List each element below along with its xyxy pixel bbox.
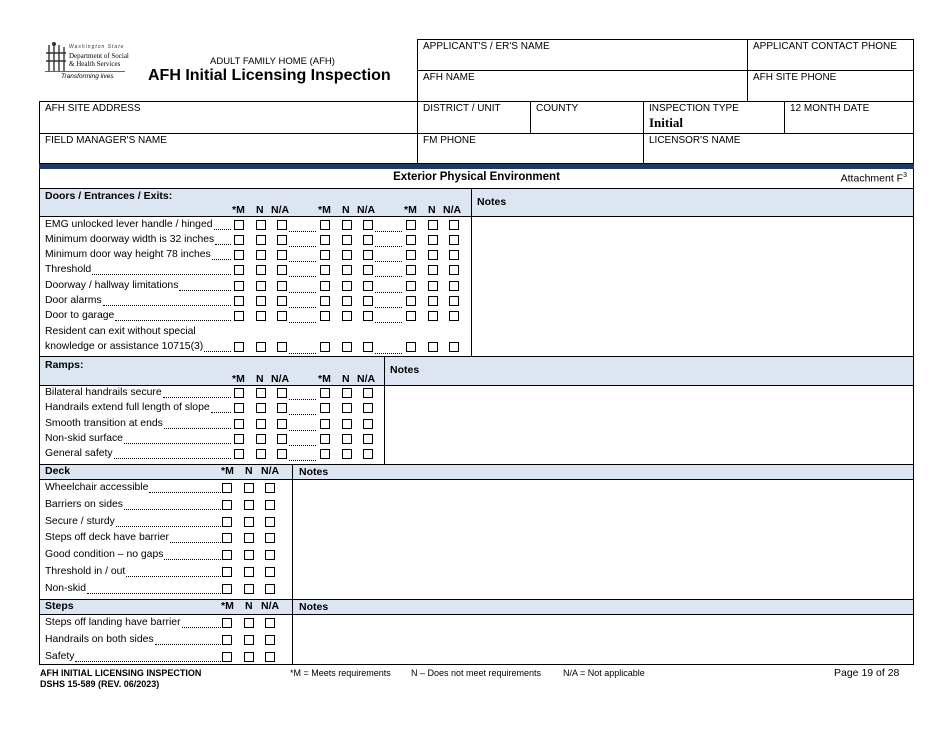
leader-dots [204, 351, 231, 352]
checkbox-m[interactable] [222, 652, 232, 662]
doors-item-label: Door alarms [45, 295, 102, 306]
checkbox-m[interactable] [320, 449, 330, 459]
checkbox-m[interactable] [320, 220, 330, 230]
ramps-header-band [39, 356, 914, 386]
leader-dots [289, 399, 316, 400]
col-header-m: *M [221, 465, 234, 477]
leader-dots [289, 246, 316, 247]
checkbox-m[interactable] [222, 483, 232, 493]
checkbox-n[interactable] [428, 311, 438, 321]
checkbox-m[interactable] [320, 403, 330, 413]
doors-notes-divider [471, 188, 472, 356]
checkbox-n[interactable] [342, 449, 352, 459]
checkbox-n[interactable] [342, 388, 352, 398]
leader-dots [375, 307, 402, 308]
twelve-month-date-field[interactable] [784, 101, 914, 134]
checkbox-na[interactable] [265, 567, 275, 577]
checkbox-na[interactable] [363, 403, 373, 413]
checkbox-m[interactable] [234, 419, 244, 429]
checkbox-m[interactable] [320, 342, 330, 352]
col-header-n: N [428, 204, 436, 216]
field-manager-label: FIELD MANAGER'S NAME [45, 135, 167, 146]
checkbox-na[interactable] [265, 550, 275, 560]
checkbox-na[interactable] [277, 311, 287, 321]
checkbox-m[interactable] [234, 449, 244, 459]
col-header-m: *M [232, 204, 245, 216]
checkbox-na[interactable] [449, 265, 459, 275]
ramps-item-label: Handrails extend full length of slope [45, 402, 210, 413]
checkbox-m[interactable] [320, 388, 330, 398]
checkbox-m[interactable] [234, 342, 244, 352]
logo-org-name-1: Department of Social [69, 52, 129, 60]
afh-name-field[interactable] [417, 70, 748, 102]
afh-site-address-label: AFH SITE ADDRESS [45, 103, 141, 114]
leader-dots [164, 559, 221, 560]
col-header-na: N/A [271, 373, 290, 385]
ramps-notes-label: Notes [390, 364, 420, 376]
leader-dots [375, 353, 402, 354]
checkbox-na[interactable] [277, 250, 287, 260]
county-field[interactable] [530, 101, 644, 134]
section-title: Exterior Physical Environment [393, 171, 560, 183]
checkbox-na[interactable] [265, 483, 275, 493]
form-subtitle: ADULT FAMILY HOME (AFH) [210, 56, 335, 67]
leader-dots [87, 593, 221, 594]
steps-item-label: Steps off landing have barrier [45, 617, 181, 628]
fm-phone-field[interactable] [417, 133, 644, 164]
col-header-m: *M [221, 600, 234, 612]
leader-dots [289, 261, 316, 262]
deck-item-label: Threshold in / out [45, 566, 126, 577]
inspection-type-label: INSPECTION TYPE [649, 103, 739, 114]
col-header-n: N [256, 204, 264, 216]
leader-dots [92, 274, 231, 275]
afh-site-phone-field[interactable] [747, 70, 914, 102]
doors-item-label: EMG unlocked lever handle / hinged [45, 219, 213, 230]
leader-dots [215, 244, 231, 245]
leader-dots [289, 231, 316, 232]
leader-dots [75, 661, 221, 662]
checkbox-n[interactable] [428, 220, 438, 230]
checkbox-na[interactable] [277, 296, 287, 306]
checkbox-m[interactable] [222, 567, 232, 577]
checkbox-n[interactable] [256, 388, 266, 398]
checkbox-na[interactable] [449, 296, 459, 306]
checkbox-n[interactable] [256, 449, 266, 459]
deck-item-label: Wheelchair accessible [45, 482, 149, 493]
page-number: Page 19 of 28 [834, 667, 900, 679]
leader-dots [179, 290, 231, 291]
dshs-logo [45, 41, 130, 85]
legend-na: N/A = Not applicable [563, 668, 645, 678]
leader-dots [126, 576, 221, 577]
checkbox-n[interactable] [256, 419, 266, 429]
checkbox-na[interactable] [449, 235, 459, 245]
steps-title: Steps [45, 600, 74, 612]
ramps-item-label: General safety [45, 448, 113, 459]
col-header-m: *M [232, 373, 245, 385]
col-header-na: N/A [357, 373, 376, 385]
col-header-na: N/A [261, 465, 280, 477]
deck-title: Deck [45, 465, 71, 477]
deck-item-label: Non-skid [45, 583, 86, 594]
checkbox-na[interactable] [265, 584, 275, 594]
checkbox-na[interactable] [363, 311, 373, 321]
leader-dots [103, 305, 231, 306]
col-header-m: *M [318, 373, 331, 385]
col-header-n: N [342, 373, 350, 385]
checkbox-n[interactable] [244, 483, 254, 493]
leader-dots [115, 320, 231, 321]
checkbox-n[interactable] [244, 500, 254, 510]
checkbox-na[interactable] [265, 652, 275, 662]
checkbox-n[interactable] [244, 635, 254, 645]
leader-dots [211, 412, 231, 413]
checkbox-n[interactable] [256, 434, 266, 444]
checkbox-na[interactable] [277, 235, 287, 245]
checkbox-na[interactable] [363, 235, 373, 245]
leader-dots [124, 509, 221, 510]
col-header-m: *M [318, 204, 331, 216]
checkbox-n[interactable] [256, 235, 266, 245]
licensor-name-field[interactable] [643, 133, 914, 164]
checkbox-na[interactable] [265, 533, 275, 543]
checkbox-n[interactable] [244, 567, 254, 577]
checkbox-n[interactable] [244, 618, 254, 628]
checkbox-na[interactable] [363, 342, 373, 352]
checkbox-m[interactable] [320, 419, 330, 429]
doors-notes-label: Notes [477, 196, 507, 208]
attachment-label: Attachment $F^3$ [840, 172, 907, 185]
checkbox-n[interactable] [256, 296, 266, 306]
checkbox-na[interactable] [277, 449, 287, 459]
checkbox-na[interactable] [449, 342, 459, 352]
checkbox-na[interactable] [265, 635, 275, 645]
licensor-name-label: LICENSOR'S NAME [649, 135, 741, 146]
footer-form-number: DSHS 15-589 (REV. 06/2023) [40, 679, 160, 689]
checkbox-m[interactable] [320, 265, 330, 275]
leader-dots [375, 231, 402, 232]
ramps-item-label: Smooth transition at ends [45, 418, 163, 429]
col-header-na: N/A [261, 600, 280, 612]
checkbox-m[interactable] [320, 235, 330, 245]
doors-item-label: knowledge or assistance 10715(3) [45, 341, 204, 352]
col-header-n: N [256, 373, 264, 385]
doors-item-label: Minimum doorway width is 32 inches [45, 234, 215, 245]
checkbox-na[interactable] [363, 296, 373, 306]
checkbox-m[interactable] [222, 635, 232, 645]
deck-item-label: Secure / sturdy [45, 516, 115, 527]
checkbox-na[interactable] [363, 388, 373, 398]
doors-title: Doors / Entrances / Exits: [45, 190, 173, 202]
checkbox-m[interactable] [406, 296, 416, 306]
checkbox-n[interactable] [428, 342, 438, 352]
leader-dots [375, 261, 402, 262]
checkbox-na[interactable] [277, 388, 287, 398]
steps-notes-divider [292, 599, 293, 665]
checkbox-na[interactable] [265, 500, 275, 510]
checkbox-m[interactable] [222, 500, 232, 510]
checkbox-n[interactable] [342, 265, 352, 275]
leader-dots [116, 526, 221, 527]
checkbox-n[interactable] [342, 281, 352, 291]
checkbox-n[interactable] [256, 311, 266, 321]
checkbox-m[interactable] [320, 311, 330, 321]
checkbox-m[interactable] [406, 311, 416, 321]
checkbox-m[interactable] [222, 584, 232, 594]
checkbox-n[interactable] [256, 281, 266, 291]
checkbox-m[interactable] [406, 265, 416, 275]
checkbox-m[interactable] [234, 388, 244, 398]
checkbox-m[interactable] [234, 220, 244, 230]
applicant-phone-label: APPLICANT CONTACT PHONE [753, 41, 897, 52]
inspection-type-value: Initial [649, 115, 683, 130]
checkbox-na[interactable] [449, 250, 459, 260]
checkbox-m[interactable] [406, 250, 416, 260]
checkbox-na[interactable] [277, 403, 287, 413]
steps-notes-label: Notes [299, 601, 329, 613]
checkbox-n[interactable] [342, 250, 352, 260]
logo-tagline: Transforming lives [61, 73, 114, 80]
district-unit-field[interactable] [417, 101, 531, 134]
checkbox-n[interactable] [342, 419, 352, 429]
checkbox-na[interactable] [277, 220, 287, 230]
checkbox-na[interactable] [277, 434, 287, 444]
deck-item-label: Steps off deck have barrier [45, 532, 169, 543]
leader-dots [170, 542, 221, 543]
checkbox-m[interactable] [222, 533, 232, 543]
leader-dots [289, 414, 316, 415]
leader-dots [182, 627, 221, 628]
checkbox-na[interactable] [363, 265, 373, 275]
checkbox-na[interactable] [363, 449, 373, 459]
checkbox-m[interactable] [234, 403, 244, 413]
deck-notes-label: Notes [299, 466, 329, 478]
logo-org-name-2: & Health Services [69, 60, 121, 68]
form-title: AFH Initial Licensing Inspection [148, 67, 391, 84]
leader-dots [124, 443, 231, 444]
checkbox-n[interactable] [342, 434, 352, 444]
col-header-n: N [245, 465, 253, 477]
afh-name-label: AFH NAME [423, 72, 475, 83]
col-header-na: N/A [271, 204, 290, 216]
leader-dots [212, 259, 231, 260]
checkbox-na[interactable] [277, 265, 287, 275]
ramps-title: Ramps: [45, 359, 84, 371]
checkbox-m[interactable] [234, 434, 244, 444]
checkbox-n[interactable] [428, 281, 438, 291]
doors-item-label: Doorway / hallway limitations [45, 280, 179, 291]
col-header-n: N [245, 600, 253, 612]
doors-item-label: Resident can exit without special [45, 326, 196, 337]
checkbox-m[interactable] [320, 296, 330, 306]
col-header-n: N [342, 204, 350, 216]
checkbox-m[interactable] [320, 434, 330, 444]
deck-notes-divider [292, 464, 293, 599]
checkbox-na[interactable] [363, 434, 373, 444]
checkbox-na[interactable] [265, 618, 275, 628]
checkbox-m[interactable] [234, 281, 244, 291]
leader-dots [289, 430, 316, 431]
checkbox-m[interactable] [234, 296, 244, 306]
col-header-na: N/A [443, 204, 462, 216]
checkbox-na[interactable] [277, 342, 287, 352]
checkbox-na[interactable] [449, 311, 459, 321]
checkbox-na[interactable] [277, 419, 287, 429]
dshs-logo-icon [45, 41, 67, 73]
checkbox-n[interactable] [244, 550, 254, 560]
leader-dots [375, 322, 402, 323]
checkbox-m[interactable] [234, 265, 244, 275]
leader-dots [114, 458, 231, 459]
section-title-row [39, 169, 914, 189]
doors-item-label: Door to garage [45, 310, 115, 321]
checkbox-n[interactable] [256, 220, 266, 230]
checkbox-na[interactable] [363, 419, 373, 429]
checkbox-n[interactable] [428, 250, 438, 260]
ramps-item-label: Bilateral handrails secure [45, 387, 162, 398]
col-header-m: *M [404, 204, 417, 216]
steps-header-band [39, 599, 914, 615]
ramps-item-label: Non-skid surface [45, 433, 123, 444]
checkbox-n[interactable] [244, 517, 254, 527]
checkbox-m[interactable] [320, 250, 330, 260]
leader-dots [163, 397, 231, 398]
leader-dots [375, 246, 402, 247]
ramps-notes-divider [384, 356, 385, 464]
district-unit-label: DISTRICT / UNIT [423, 103, 501, 114]
footer-form-name: AFH INITIAL LICENSING INSPECTION [40, 668, 202, 678]
checkbox-na[interactable] [449, 281, 459, 291]
checkbox-n[interactable] [256, 250, 266, 260]
leader-dots [289, 276, 316, 277]
leader-dots [289, 460, 316, 461]
checkbox-n[interactable] [428, 265, 438, 275]
applicant-name-field[interactable] [417, 39, 748, 71]
deck-header-band [39, 464, 914, 480]
checkbox-m[interactable] [320, 281, 330, 291]
leader-dots [149, 492, 221, 493]
checkbox-n[interactable] [342, 403, 352, 413]
checkbox-m[interactable] [406, 235, 416, 245]
checkbox-m[interactable] [222, 517, 232, 527]
checkbox-m[interactable] [406, 281, 416, 291]
checkbox-m[interactable] [406, 220, 416, 230]
checkbox-na[interactable] [449, 220, 459, 230]
legend-n: N – Does not meet requirements [411, 668, 542, 678]
checkbox-n[interactable] [256, 403, 266, 413]
checkbox-m[interactable] [222, 550, 232, 560]
field-manager-field[interactable] [39, 133, 418, 164]
logo-org-top: Washington State [69, 44, 125, 50]
afh-site-address-field[interactable] [39, 101, 418, 134]
leader-dots [289, 445, 316, 446]
checkbox-n[interactable] [342, 235, 352, 245]
leader-dots [164, 428, 231, 429]
deck-item-label: Barriers on sides [45, 499, 123, 510]
twelve-month-date-label: 12 MONTH DATE [790, 103, 870, 114]
checkbox-n[interactable] [244, 652, 254, 662]
col-header-na: N/A [357, 204, 376, 216]
legend-m: *M = Meets requirements [290, 668, 391, 678]
checkbox-m[interactable] [234, 311, 244, 321]
checkbox-na[interactable] [265, 517, 275, 527]
fm-phone-label: FM PHONE [423, 135, 476, 146]
leader-dots [289, 307, 316, 308]
checkbox-m[interactable] [234, 250, 244, 260]
checkbox-n[interactable] [244, 584, 254, 594]
checkbox-n[interactable] [244, 533, 254, 543]
county-label: COUNTY [536, 103, 579, 114]
checkbox-n[interactable] [342, 220, 352, 230]
deck-item-label: Good condition – no gaps [45, 549, 164, 560]
checkbox-m[interactable] [222, 618, 232, 628]
checkbox-n[interactable] [342, 296, 352, 306]
steps-item-label: Handrails on both sides [45, 634, 154, 645]
doors-item-label: Minimum door way height 78 inches [45, 249, 211, 260]
doors-item-label: Threshold [45, 264, 92, 275]
afh-site-phone-label: AFH SITE PHONE [753, 72, 837, 83]
checkbox-m[interactable] [406, 342, 416, 352]
leader-dots [214, 229, 231, 230]
applicant-phone-field[interactable] [747, 39, 914, 71]
checkbox-na[interactable] [363, 250, 373, 260]
checkbox-na[interactable] [363, 220, 373, 230]
leader-dots [375, 276, 402, 277]
leader-dots [289, 292, 316, 293]
leader-dots [155, 644, 221, 645]
checkbox-na[interactable] [363, 281, 373, 291]
checkbox-n[interactable] [256, 342, 266, 352]
checkbox-m[interactable] [234, 235, 244, 245]
checkbox-n[interactable] [256, 265, 266, 275]
checkbox-n[interactable] [342, 342, 352, 352]
steps-item-label: Safety [45, 651, 75, 662]
checkbox-na[interactable] [277, 281, 287, 291]
leader-dots [289, 353, 316, 354]
applicant-name-label: APPLICANT'S / ER'S NAME [423, 41, 550, 52]
inspection-type-field[interactable] [643, 101, 785, 134]
checkbox-n[interactable] [428, 235, 438, 245]
leader-dots [289, 322, 316, 323]
leader-dots [375, 292, 402, 293]
checkbox-n[interactable] [342, 311, 352, 321]
checkbox-n[interactable] [428, 296, 438, 306]
